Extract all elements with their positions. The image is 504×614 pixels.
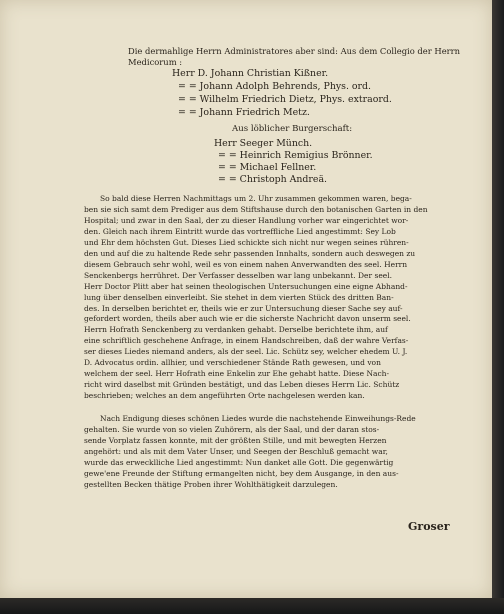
text-line: ser dieses Liedes niemand anders, als der seel. Lic. Schütz sey, welcher ehedem U. J. (84, 347, 408, 357)
text-line: Nach Endigung dieses schönen Liedes wurde die nachstehende Einweihungs-Rede (100, 414, 416, 423)
list-item: Herr Seeger Münch. (214, 138, 313, 149)
intro-line: Die dermahlige Herrn Administratores aber sind: Aus dem Collegio der Herrn (128, 46, 461, 56)
text-line: D. Advocatus ordin. allhier, und verschiedener Stände Rath gewesen, und von (84, 358, 381, 368)
text-line: des. In derselben berichtet er, theils wie er zur Untersuchung dieser Sache sey auf- (84, 303, 403, 313)
list-item: = = Heinrich Remigius Brönner. (218, 150, 373, 161)
text-line: welchem der seel. Herr Hofrath eine Enkelin zur Ehe gehabt hatte. Diese Nach- (84, 369, 390, 379)
text-line: wurde das erwecklliche Lied angestimmt: Nun danket alle Gott. Die gegenwärtig (84, 457, 394, 467)
text-line: Herr Doctor Plitt aber hat seinen theologischen Untersuchungen eine eigne Abhand- (84, 281, 408, 291)
intro-line: Medicorum : (128, 57, 183, 67)
text-line: lung über denselben einverleibt. Sie stehet in dem vierten Stück des dritten Ban- (84, 292, 394, 302)
list-item: = = Christoph Andreä. (218, 174, 328, 185)
text-line: ben sie sich samt dem Prediger aus dem Stiftshause durch den botanischen Garten in den (84, 204, 428, 214)
list-item: = = Johann Adolph Behrends, Phys. ord. (178, 81, 372, 92)
catchword: Groser (408, 520, 450, 533)
text-line: eine schriftlich geschehene Anfrage, in einem Handschreiben, daß der wahre Verfas- (84, 336, 409, 346)
text-line: So bald diese Herren Nachmittags um 2. Uhr zusammen gekommen waren, bega- (100, 194, 412, 203)
list-item: = = Johann Friedrich Metz. (178, 107, 310, 118)
list-item: Herr D. Johann Christian Kißner. (172, 68, 329, 79)
text-line: Hospital; und zwar in den Saal, der zu dieser Handlung vorher war eingerichtet wor- (84, 215, 409, 225)
text-line: richt wird daselbst mit Gründen bestätigt, und das Leben dieses Herrn Lic. Schütz (84, 380, 400, 390)
text-line: angehört: und als mit dem Vater Unser, und Seegen der Beschluß gemacht war, (84, 446, 388, 456)
text-line: sende Vorplatz fassen konnte, mit der größten Stille, und mit bewegten Herzen (84, 435, 387, 445)
page-edge-shadow (0, 598, 504, 614)
paragraph-2 (84, 414, 460, 491)
text-line: Herrn Hofrath Senckenberg zu verdanken gehabt. Derselbe berichtete ihm, auf (84, 325, 388, 335)
page-edge-shadow (492, 0, 504, 614)
text-line: gefordert worden, theils aber auch wie er die sicherste Nachricht davon unserm seel. (84, 314, 411, 324)
text-line: beschrieben; welches an dem angeführten Orte nachgelesen werden kan. (84, 391, 365, 401)
text-line: und Ehr dem höchsten Gut. Dieses Lied schickte sich nicht nur wegen seines rühren- (84, 237, 409, 247)
paragraph-1 (84, 194, 460, 402)
section-heading: Aus löblicher Burgerschaft: (232, 124, 353, 134)
text-line: den. Gleich nach ihrem Eintritt wurde das vortreffliche Lied angestimmt: Sey Lob (84, 226, 396, 236)
text-line: gestellten Becken thätige Proben ihrer Wohlthätigkeit darzulegen. (84, 479, 338, 489)
text-line: den und auf die zu haltende Rede sehr passenden Innhalts, sondern auch deswegen zu (84, 248, 416, 258)
list-item: = = Michael Fellner. (218, 162, 317, 173)
text-line: gehalten. Sie wurde von so vielen Zuhörern, als der Saal, und der daran stos- (84, 424, 380, 434)
text-line: gewe'ene Freunde der Stiftung ermangelten nicht, bey dem Ausgange, in den aus- (84, 468, 399, 478)
text-line: Senckenbergs herrühret. Der Verfasser desselben war lang unbekannt. Der seel. (84, 270, 392, 280)
list-item: = = Wilhelm Friedrich Dietz, Phys. extraord. (178, 94, 392, 105)
text-line: diesem Gebrauch sehr wohl, weil es von einem nahen Anverwandten des seel. Herrn (84, 259, 408, 269)
